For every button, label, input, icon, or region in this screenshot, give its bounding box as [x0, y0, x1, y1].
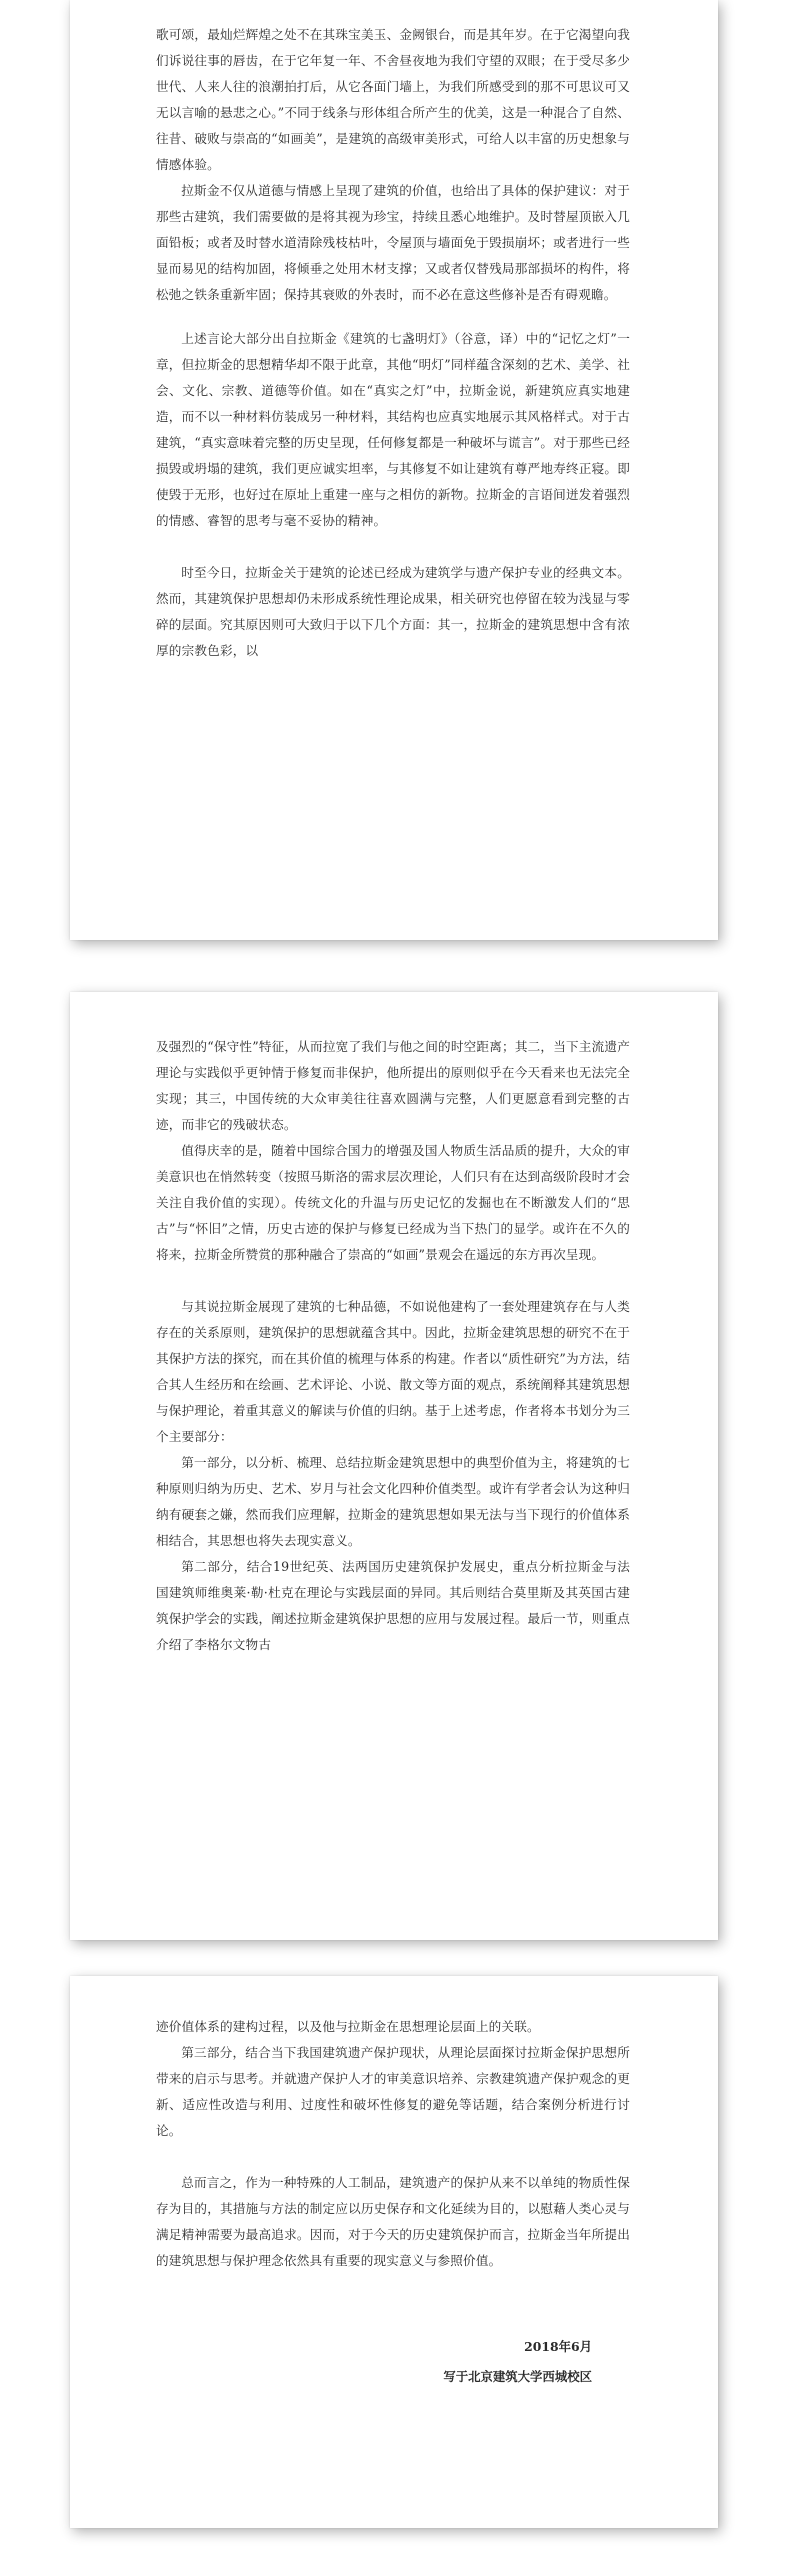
paragraph: 第三部分，结合当下我国建筑遗产保护现状，从理论层面探讨拉斯金保护思想所带来的启示与思考。并就遗产保护人才的审美意识培养、宗教建筑遗产保护观念的更新、适应性改造与利用、过度性和破坏性修复的避免等话题，结合案例分析进行讨论。	[156, 2045, 630, 2138]
signature-date: 2018年6月	[524, 2339, 592, 2354]
document-page-1	[70, 0, 718, 940]
document-page-2	[70, 992, 718, 1940]
paragraph: 上述言论大部分出自拉斯金《建筑的七盏明灯》（谷意，译）中的“记忆之灯”一章，但拉斯金的思想精华却不限于此章，其他“明灯”同样蕴含深刻的艺术、美学、社会、文化、宗教、道德等价值。如在“真实之灯”中，拉斯金说，新建筑应真实地建造，而不以一种材料仿装成另一种材料，其结构也应真实地展示其风格样式。对于古建筑，“真实意味着完整的历史呈现，任何修复都是一种破坏与谎言”。对于那些已经损毁或坍塌的建筑，我们更应诚实坦率，与其修复不如让建筑有尊严地寿终正寝。即使毁于无形，也好过在原址上重建一座与之相仿的新物。拉斯金的言语间迸发着强烈的情感、睿智的思考与毫不妥协的精神。	[156, 331, 630, 528]
paragraph: 迹价值体系的建构过程，以及他与拉斯金在思想理论层面上的关联。	[156, 2019, 540, 2034]
paragraph: 歌可颂，最灿烂辉煌之处不在其珠宝美玉、金阙银台，而是其年岁。在于它渴望向我们诉说往事的唇齿，在于它年复一年、不舍昼夜地为我们守望的双眼；在于受尽多少世代、人来人往的浪潮拍打后，从它各面门墙上，为我们所感受到的那不可思议可又无以言喻的悬悲之心。”不同于线条与形体组合所产生的优美，这是一种混合了自然、往昔、破败与崇高的“如画美”，是建筑的高级审美形式，可给人以丰富的历史想象与情感体验。	[156, 27, 630, 172]
paragraph: 总而言之，作为一种特殊的人工制品，建筑遗产的保护从来不以单纯的物质性保存为目的，其措施与方法的制定应以历史保存和文化延续为目的，以慰藉人类心灵与满足精神需要为最高追求。因而，对于今天的历史建筑保护而言，拉斯金当年所提出的建筑思想与保护理念依然具有重要的现实意义与参照价值。	[156, 2175, 630, 2268]
signature-location: 写于北京建筑大学西城校区	[443, 2369, 592, 2384]
document-page-3	[70, 1976, 718, 2528]
paragraph: 拉斯金不仅从道德与情感上呈现了建筑的价值，也给出了具体的保护建议：对于那些古建筑，我们需要做的是将其视为珍宝，持续且悉心地维护。及时替屋顶嵌入几面铅板；或者及时替水道清除残枝枯叶，令屋顶与墙面免于毁损崩坏；或者进行一些显而易见的结构加固，将倾垂之处用木材支撑；又或者仅替残局那部损坏的构件，将松弛之铁条重新牢固；保持其衰败的外表时，而不必在意这些修补是否有碍观瞻。	[156, 183, 630, 302]
paragraph: 第一部分，以分析、梳理、总结拉斯金建筑思想中的典型价值为主，将建筑的七种原则归纳为历史、艺术、岁月与社会文化四种价值类型。或许有学者会认为这种归纳有硬套之嫌，然而我们应理解，拉斯金的建筑思想如果无法与当下现行的价值体系相结合，其思想也将失去现实意义。	[156, 1455, 630, 1548]
paragraph: 第二部分，结合19世纪英、法两国历史建筑保护发展史，重点分析拉斯金与法国建筑师维奥莱·勒·杜克在理论与实践层面的异同。其后则结合莫里斯及其英国古建筑保护学会的实践，阐述拉斯金建筑保护思想的应用与发展过程。最后一节，则重点介绍了李格尔文物古	[156, 1559, 630, 1652]
paragraph: 及强烈的“保守性”特征，从而拉宽了我们与他之间的时空距离；其二，当下主流遗产理论与实践似乎更钟情于修复而非保护，他所提出的原则似乎在今天看来也无法完全实现；其三，中国传统的大众审美往往喜欢圆满与完整，人们更愿意看到完整的古迹，而非它的残破状态。	[156, 1039, 630, 1132]
paragraph: 与其说拉斯金展现了建筑的七种品德，不如说他建构了一套处理建筑存在与人类存在的关系原则，建筑保护的思想就蕴含其中。因此，拉斯金建筑思想的研究不在于其保护方法的探究，而在其价值的梳理与体系的构建。作者以“质性研究”为方法，结合其人生经历和在绘画、艺术评论、小说、散文等方面的观点，系统阐释其建筑思想与保护理论，着重其意义的解读与价值的归纳。基于上述考虑，作者将本书划分为三个主要部分：	[156, 1299, 630, 1444]
paragraph: 值得庆幸的是，随着中国综合国力的增强及国人物质生活品质的提升，大众的审美意识也在悄然转变（按照马斯洛的需求层次理论，人们只有在达到高级阶段时才会关注自我价值的实现）。传统文化的升温与历史记忆的发掘也在不断激发人们的“思古”与“怀旧”之情，历史古迹的保护与修复已经成为当下热门的显学。或许在不久的将来，拉斯金所赞赏的那种融合了崇高的“如画”景观会在遥远的东方再次呈现。	[156, 1143, 630, 1262]
paragraph: 时至今日，拉斯金关于建筑的论述已经成为建筑学与遗产保护专业的经典文本。然而，其建筑保护思想却仍未形成系统性理论成果，相关研究也停留在较为浅显与零碎的层面。究其原因则可大致归于以下几个方面：其一，拉斯金的建筑思想中含有浓厚的宗教色彩，以	[156, 565, 630, 658]
